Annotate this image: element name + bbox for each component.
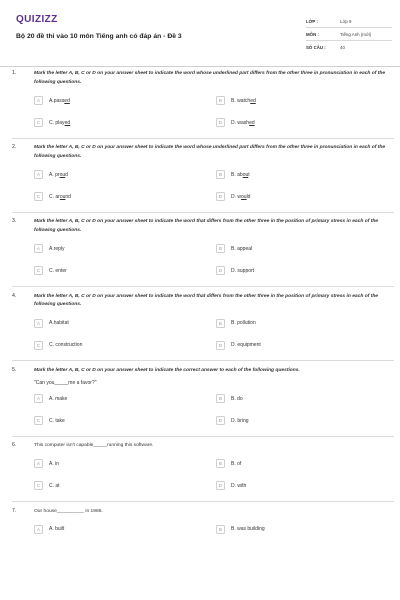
answer-option-d[interactable]: [216, 118, 386, 128]
option-text: [231, 526, 265, 532]
answer-options: [34, 524, 394, 534]
question-prompt: "Can you_____me a favor?": [34, 379, 97, 386]
question-instruction: Mark the letter A, B, C or D on your answer sheet to indicate the word whose underlined part differs from the other three in pronunciation in each of the following questions.: [34, 71, 386, 85]
answer-option-b[interactable]: [216, 524, 386, 534]
answer-options: [34, 394, 394, 426]
underlined-part: ou: [59, 193, 66, 200]
option-letter-box[interactable]: B: [216, 96, 225, 105]
option-text-part: B. ab: [231, 171, 243, 178]
meta-value: Lớp 9: [340, 18, 352, 24]
option-text-part: C. play: [49, 119, 65, 126]
answer-option-a[interactable]: [34, 459, 216, 469]
option-text: [231, 396, 243, 402]
option-text: [49, 172, 68, 178]
option-text: [49, 483, 60, 489]
option-text-part: D. equipment: [231, 342, 261, 349]
answer-options: [34, 459, 394, 491]
answer-option-a[interactable]: [34, 244, 216, 254]
option-letter-box[interactable]: D: [216, 416, 225, 425]
question-item: [12, 508, 394, 535]
meta-value: 40: [340, 45, 345, 50]
option-text: [231, 418, 249, 424]
option-text-part: d: [65, 171, 68, 178]
answer-option-c[interactable]: [34, 266, 216, 276]
answer-option-d[interactable]: [216, 266, 386, 276]
question-text: This computer isn't capable_____running this software.: [34, 443, 154, 449]
meta-row-class: [306, 15, 392, 28]
option-text-part: C. take: [49, 417, 65, 424]
option-text: [49, 418, 65, 424]
option-text: [231, 461, 241, 467]
underlined-part: ou: [242, 171, 249, 178]
answer-option-a[interactable]: [34, 524, 216, 534]
option-text-part: C. enter: [49, 267, 67, 274]
answer-option-b[interactable]: [216, 170, 386, 180]
option-text-part: D. w: [231, 193, 241, 200]
answer-option-c[interactable]: [34, 340, 216, 350]
question-item: [12, 218, 394, 276]
option-letter-box[interactable]: C: [34, 416, 43, 425]
answer-option-b[interactable]: [216, 394, 386, 404]
answer-options: [34, 318, 394, 350]
option-letter-box[interactable]: A: [34, 170, 43, 179]
option-letter-box[interactable]: C: [34, 341, 43, 350]
question-number: 3.: [12, 218, 17, 225]
option-text: [231, 320, 256, 326]
answer-option-c[interactable]: [34, 118, 216, 128]
answer-option-b[interactable]: [216, 459, 386, 469]
meta-label: SỐ CÂU :: [306, 45, 326, 50]
option-text: [49, 461, 59, 467]
option-text: [49, 396, 67, 402]
option-letter-box[interactable]: A: [34, 96, 43, 105]
option-letter-box[interactable]: D: [216, 481, 225, 490]
option-text-part: B. watch: [231, 97, 251, 104]
option-text-part: C. ar: [49, 193, 60, 200]
answer-options: [34, 96, 394, 128]
underlined-part: ed: [64, 97, 70, 104]
option-text: [231, 194, 250, 200]
option-text: [49, 320, 69, 326]
option-text: [231, 483, 246, 489]
option-text-part: A. in: [49, 460, 60, 467]
option-text-part: C. construction: [49, 342, 83, 349]
meta-value: Tiếng Anh (mới): [340, 31, 372, 37]
option-letter-box[interactable]: C: [34, 481, 43, 490]
answer-options: [34, 244, 394, 276]
option-text-part: D. with: [231, 482, 247, 489]
option-text: [231, 268, 254, 274]
meta-row-count: [306, 41, 392, 54]
answer-option-d[interactable]: [216, 192, 386, 202]
question-instruction: Mark the letter A, B, C or D on your answer sheet to indicate the word whose underlined part differs from the other three in pronunciation in each of the following questions.: [34, 145, 386, 159]
option-text: [49, 342, 82, 348]
option-letter-box[interactable]: A: [34, 459, 43, 468]
answer-option-b[interactable]: [216, 96, 386, 106]
answer-option-d[interactable]: [216, 340, 386, 350]
underlined-part: ou: [59, 171, 66, 178]
option-letter-box[interactable]: C: [34, 192, 43, 201]
question-item: [12, 367, 394, 426]
option-text-part: B. pollution: [231, 320, 256, 327]
question-divider: [12, 501, 394, 502]
option-text-part: C. at: [49, 482, 60, 489]
option-text-part: D. support: [231, 267, 255, 274]
answer-options: [34, 170, 394, 202]
question-instruction: Mark the letter A, B, C or D on your answer sheet to indicate the correct answer to each of the following questions.: [34, 367, 300, 373]
question-list: [0, 70, 400, 534]
answer-option-c[interactable]: [34, 481, 216, 491]
option-text: [49, 246, 65, 252]
option-text: [231, 342, 261, 348]
page-title: Bộ 20 đề thi vào 10 môn Tiếng anh có đáp án - Đề 3: [16, 33, 182, 40]
answer-option-a[interactable]: [34, 394, 216, 404]
option-letter-box[interactable]: D: [216, 118, 225, 127]
answer-option-d[interactable]: [216, 481, 386, 491]
option-text-part: A.habitat: [49, 320, 69, 327]
option-text-part: A. make: [49, 395, 68, 402]
option-text-part: nd: [65, 193, 71, 200]
question-instruction: Mark the letter A, B, C or D on your answer sheet to indicate the word that differs from the other three in the position of primary stress in each of the following questions.: [34, 293, 379, 308]
option-letter-box[interactable]: A: [34, 319, 43, 328]
option-letter-box[interactable]: B: [216, 525, 225, 534]
option-text-part: D. bring: [231, 417, 249, 424]
question-divider: [12, 286, 394, 287]
option-letter-box[interactable]: A: [34, 525, 43, 534]
option-letter-box[interactable]: A: [34, 244, 43, 253]
option-text-part: A.pass: [49, 97, 65, 104]
question-instruction: Mark the letter A, B, C or D on your answer sheet to indicate the word that differs from the other three in the position of primary stress in each of the following questions.: [34, 219, 379, 234]
meta-row-subject: [306, 28, 392, 41]
question-item: [12, 442, 394, 491]
answer-option-a[interactable]: [34, 318, 216, 328]
option-letter-box[interactable]: A: [34, 394, 43, 403]
option-text: [49, 526, 64, 532]
option-text-part: B. was building: [231, 526, 265, 533]
question-number: 7.: [12, 507, 17, 514]
option-text-part: ld: [246, 193, 251, 200]
answer-option-a[interactable]: [34, 170, 216, 180]
option-text: [49, 98, 70, 104]
option-letter-box[interactable]: C: [34, 118, 43, 127]
option-text-part: B. do: [231, 395, 243, 402]
answer-option-c[interactable]: [34, 416, 216, 426]
worksheet-header: [0, 0, 400, 64]
answer-option-c[interactable]: [34, 192, 216, 202]
option-letter-box[interactable]: D: [216, 192, 225, 201]
option-text-part: A.reply: [49, 245, 65, 252]
underlined-part: ou: [241, 193, 247, 200]
question-text: Our house__________ in 1986.: [34, 508, 103, 514]
option-letter-box[interactable]: D: [216, 341, 225, 350]
option-letter-box[interactable]: B: [216, 459, 225, 468]
meta-label: MÔN :: [306, 31, 319, 37]
question-divider: [12, 212, 394, 213]
option-text: [231, 98, 256, 104]
option-text-part: A. pr: [49, 171, 60, 178]
meta-label: LỚP :: [306, 18, 318, 24]
option-text: [231, 246, 252, 252]
option-letter-box[interactable]: B: [216, 394, 225, 403]
question-divider: [12, 138, 394, 139]
question-number: 6.: [12, 442, 17, 449]
question-number: 4.: [12, 292, 17, 299]
option-text: [49, 268, 67, 274]
option-letter-box[interactable]: B: [216, 170, 225, 179]
option-letter-box[interactable]: B: [216, 319, 225, 328]
underlined-part: ed: [249, 119, 255, 126]
option-letter-box[interactable]: D: [216, 266, 225, 275]
question-item: [12, 70, 394, 128]
option-letter-box[interactable]: B: [216, 244, 225, 253]
underlined-part: ed: [250, 97, 256, 104]
question-divider: [12, 360, 394, 361]
quizizz-logo: QUIZIZZ: [16, 14, 58, 25]
header-divider: [0, 66, 400, 67]
question-number: 1.: [12, 70, 17, 76]
question-divider: [12, 436, 394, 437]
option-text: [231, 120, 255, 126]
meta-table: [306, 15, 392, 54]
question-number: 2.: [12, 144, 17, 151]
answer-option-b[interactable]: [216, 244, 386, 254]
answer-option-d[interactable]: [216, 416, 386, 426]
option-text-part: t: [248, 171, 250, 178]
answer-option-a[interactable]: [34, 96, 216, 106]
option-text-part: B. of: [231, 460, 242, 467]
option-text-part: A. built: [49, 526, 65, 533]
option-text: [49, 194, 71, 200]
question-item: [12, 144, 394, 202]
question-number: 5.: [12, 366, 17, 373]
option-letter-box[interactable]: C: [34, 266, 43, 275]
option-text: [49, 120, 70, 126]
option-text: [231, 172, 250, 178]
underlined-part: ed: [64, 119, 71, 126]
option-text-part: B. appeal: [231, 245, 253, 252]
option-text-part: D. wash: [231, 119, 250, 126]
answer-option-b[interactable]: [216, 318, 386, 328]
question-item: [12, 293, 394, 351]
